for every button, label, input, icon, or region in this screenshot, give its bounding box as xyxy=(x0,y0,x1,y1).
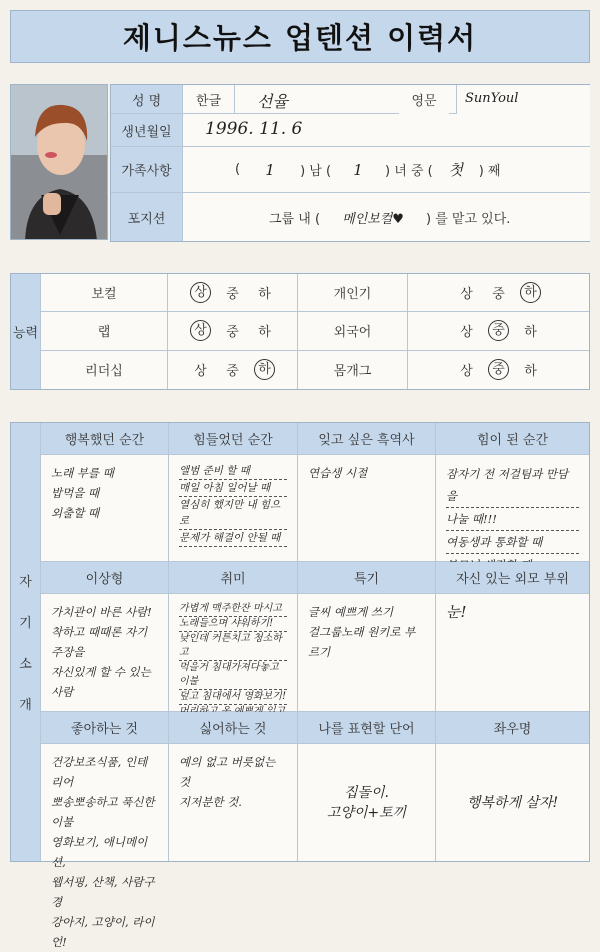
ability-level-option xyxy=(185,282,217,303)
answer-line: 노래 부를 때 xyxy=(51,466,114,480)
ability-name: 리더십 xyxy=(41,351,168,389)
selected-level-circle: 상 xyxy=(190,282,211,303)
birth-label: 생년월일 xyxy=(111,114,183,147)
answer-line: 외출할 때 xyxy=(51,506,100,520)
answer-line: 낮인데 커튼치고 청소하고 xyxy=(179,632,287,661)
level-text: 중 xyxy=(492,287,505,303)
ability-level-choices xyxy=(168,274,298,312)
ability-level-choices xyxy=(168,312,298,350)
profile-photo xyxy=(10,84,108,240)
name-label: 성 명 xyxy=(111,85,183,114)
ability-level-option xyxy=(185,320,217,341)
answer-line: 먹을거 침대가져다놓고 이불 xyxy=(179,661,287,690)
intro-answer xyxy=(169,594,298,712)
ability-level-choices xyxy=(168,351,298,389)
ability-level-option xyxy=(483,359,515,380)
family-sons: 1 xyxy=(265,160,275,179)
page-title: 제니스뉴스 업텐션 이력서 xyxy=(10,10,590,63)
ability-level-option xyxy=(249,359,281,380)
intro-answer xyxy=(169,455,298,562)
level-text: 상 xyxy=(460,364,473,380)
answer-line: 글씨 예쁘게 쓰기 xyxy=(308,605,394,619)
korean-name-label: 한글 xyxy=(183,85,235,114)
level-text: 상 xyxy=(460,325,473,341)
family-value xyxy=(183,147,590,193)
intro-label-char: 소 xyxy=(19,657,32,672)
level-text: 상 xyxy=(460,287,473,303)
korean-name-value: 선율 xyxy=(235,85,457,114)
intro-answer xyxy=(41,594,169,712)
ability-level-choices xyxy=(408,312,589,350)
selected-level-circle: 중 xyxy=(488,320,509,341)
ability-level-option xyxy=(217,360,249,379)
intro-label-char: 기 xyxy=(19,616,32,631)
answer-line: 뽀송뽀송하고 푹신한 이불 xyxy=(51,795,155,829)
answer-line: 강아지, 고양이, 라이언! xyxy=(51,915,155,949)
ability-name: 개인기 xyxy=(298,274,408,312)
ability-level-option xyxy=(217,283,249,302)
intro-answer xyxy=(41,455,169,562)
ability-level-option xyxy=(451,283,483,302)
intro-header: 힘들었던 순간 xyxy=(169,423,298,455)
position-value xyxy=(183,193,590,241)
selected-level-circle: 상 xyxy=(190,320,211,341)
position-role: 메인보컬♥ xyxy=(342,211,404,227)
intro-answer xyxy=(436,455,589,562)
answer-line: 눈! xyxy=(446,603,467,621)
answer-line: 예의 없고 버릇없는 것 xyxy=(179,755,276,789)
answer-line: 나눌 때!!! xyxy=(446,508,579,531)
family-order: 첫 xyxy=(448,161,463,179)
level-text: 상 xyxy=(194,364,207,380)
level-text: 하 xyxy=(258,325,271,341)
profile-table xyxy=(110,84,590,242)
ability-name: 몸개그 xyxy=(298,351,408,389)
ability-name: 외국어 xyxy=(298,312,408,350)
answer-line: 집돌이. xyxy=(343,784,390,801)
intro-table xyxy=(10,422,590,949)
answer-line: 고양이+토끼 xyxy=(326,804,407,821)
intro-header: 좋아하는 것 xyxy=(41,712,169,744)
intro-answer xyxy=(298,744,436,861)
ability-level-option xyxy=(515,282,547,303)
answer-line: 노래들으며 샤워하기! xyxy=(179,617,287,632)
answer-line: 자신있게 할 수 있는사람 xyxy=(51,665,151,699)
answer-line: 열심히 했지만 내 힘으로 xyxy=(179,497,287,530)
answer-line: 영화보기, 애니메이션, xyxy=(51,835,148,869)
intro-header: 자신 있는 외모 부위 xyxy=(436,562,589,594)
ability-level-option xyxy=(515,321,547,340)
selected-level-circle: 하 xyxy=(520,282,541,303)
level-text: 중 xyxy=(226,325,239,341)
answer-line: 지저분한 것. xyxy=(179,795,242,809)
answer-line: 잠자기 전 저걸팀과 만담을 xyxy=(446,463,579,508)
level-text: 하 xyxy=(524,325,537,341)
ability-level-option xyxy=(217,321,249,340)
answer-line: 덮고 침대에서 영화보기! xyxy=(179,690,287,705)
family-order-text: ) 째 xyxy=(478,164,501,179)
position-prefix: 그룹 내 ( xyxy=(269,211,321,227)
intro-header: 특기 xyxy=(298,562,436,594)
ability-level-option xyxy=(451,321,483,340)
intro-label-char: 자 xyxy=(19,575,32,590)
family-paren: ( xyxy=(235,162,241,177)
intro-section-label xyxy=(11,423,41,861)
intro-header: 잊고 싶은 흑역사 xyxy=(298,423,436,455)
answer-line: 문제가 해결이 안될 때 xyxy=(179,530,287,547)
ability-level-option xyxy=(483,283,515,302)
answer-line: 착하고 때때론 자기주장을 xyxy=(51,625,148,659)
level-text: 하 xyxy=(258,287,271,303)
ability-level-option xyxy=(249,283,281,302)
selected-level-circle: 하 xyxy=(254,359,275,380)
profile-photo-illustration xyxy=(11,85,108,240)
position-label: 포지션 xyxy=(111,193,183,241)
answer-line: 매일 아침 일어날 때 xyxy=(179,480,287,497)
ability-level-option xyxy=(249,321,281,340)
intro-header: 힘이 된 순간 xyxy=(436,423,589,455)
family-son-text: ) 남 ( xyxy=(300,164,332,179)
answer-line: 가볍게 맥주한잔 마시고 xyxy=(179,602,287,617)
intro-answer xyxy=(298,594,436,712)
intro-header: 행복했던 순간 xyxy=(41,423,169,455)
english-name-value: SunYoul xyxy=(457,85,590,114)
english-name-label: 영문 xyxy=(399,85,449,114)
ability-level-option xyxy=(185,360,217,379)
intro-answer xyxy=(298,455,436,562)
ability-level-option xyxy=(483,320,515,341)
intro-header: 좌우명 xyxy=(436,712,589,744)
ability-level-choices xyxy=(408,274,589,312)
answer-line: 가치관이 바른 사람! xyxy=(51,605,152,619)
selected-level-circle: 중 xyxy=(488,359,509,380)
ability-section-label: 능력 xyxy=(11,274,41,389)
intro-header: 취미 xyxy=(169,562,298,594)
ability-name: 랩 xyxy=(41,312,168,350)
level-text: 중 xyxy=(226,287,239,303)
answer-line: 웹서핑, 산책, 사람구경 xyxy=(51,875,155,909)
answer-line: 걸그룹노래 원키로 부르기 xyxy=(308,625,416,659)
birth-value: 1996. 11. 6 xyxy=(183,114,590,147)
intro-answer xyxy=(169,744,298,861)
intro-header: 나를 표현할 단어 xyxy=(298,712,436,744)
intro-answer xyxy=(436,594,589,712)
level-text: 중 xyxy=(226,364,239,380)
intro-answer xyxy=(436,744,589,861)
answer-line: 연습생 시절 xyxy=(308,466,368,480)
answer-line: 앨범 준비 할 때 xyxy=(179,463,287,480)
family-label: 가족사항 xyxy=(111,147,183,193)
ability-level-option xyxy=(451,360,483,379)
level-text: 하 xyxy=(524,364,537,380)
ability-name: 보컬 xyxy=(41,274,168,312)
answer-line: 여동생과 통화할 때 xyxy=(446,531,579,554)
intro-label-char: 개 xyxy=(19,698,32,713)
intro-header: 싫어하는 것 xyxy=(169,712,298,744)
answer-line: 행복하게 살자! xyxy=(466,794,559,811)
ability-level-option xyxy=(515,360,547,379)
intro-header: 이상형 xyxy=(41,562,169,594)
intro-answer xyxy=(41,744,169,949)
ability-level-choices xyxy=(408,351,589,389)
ability-table xyxy=(10,273,590,390)
family-daughters: 1 xyxy=(353,160,363,179)
answer-line: 밥먹을 때 xyxy=(51,486,100,500)
family-daughter-text: ) 녀 중 ( xyxy=(385,164,433,179)
answer-line: 건강보조식품, 인테리어 xyxy=(51,755,148,789)
position-suffix: ) 를 맡고 있다. xyxy=(426,211,511,227)
